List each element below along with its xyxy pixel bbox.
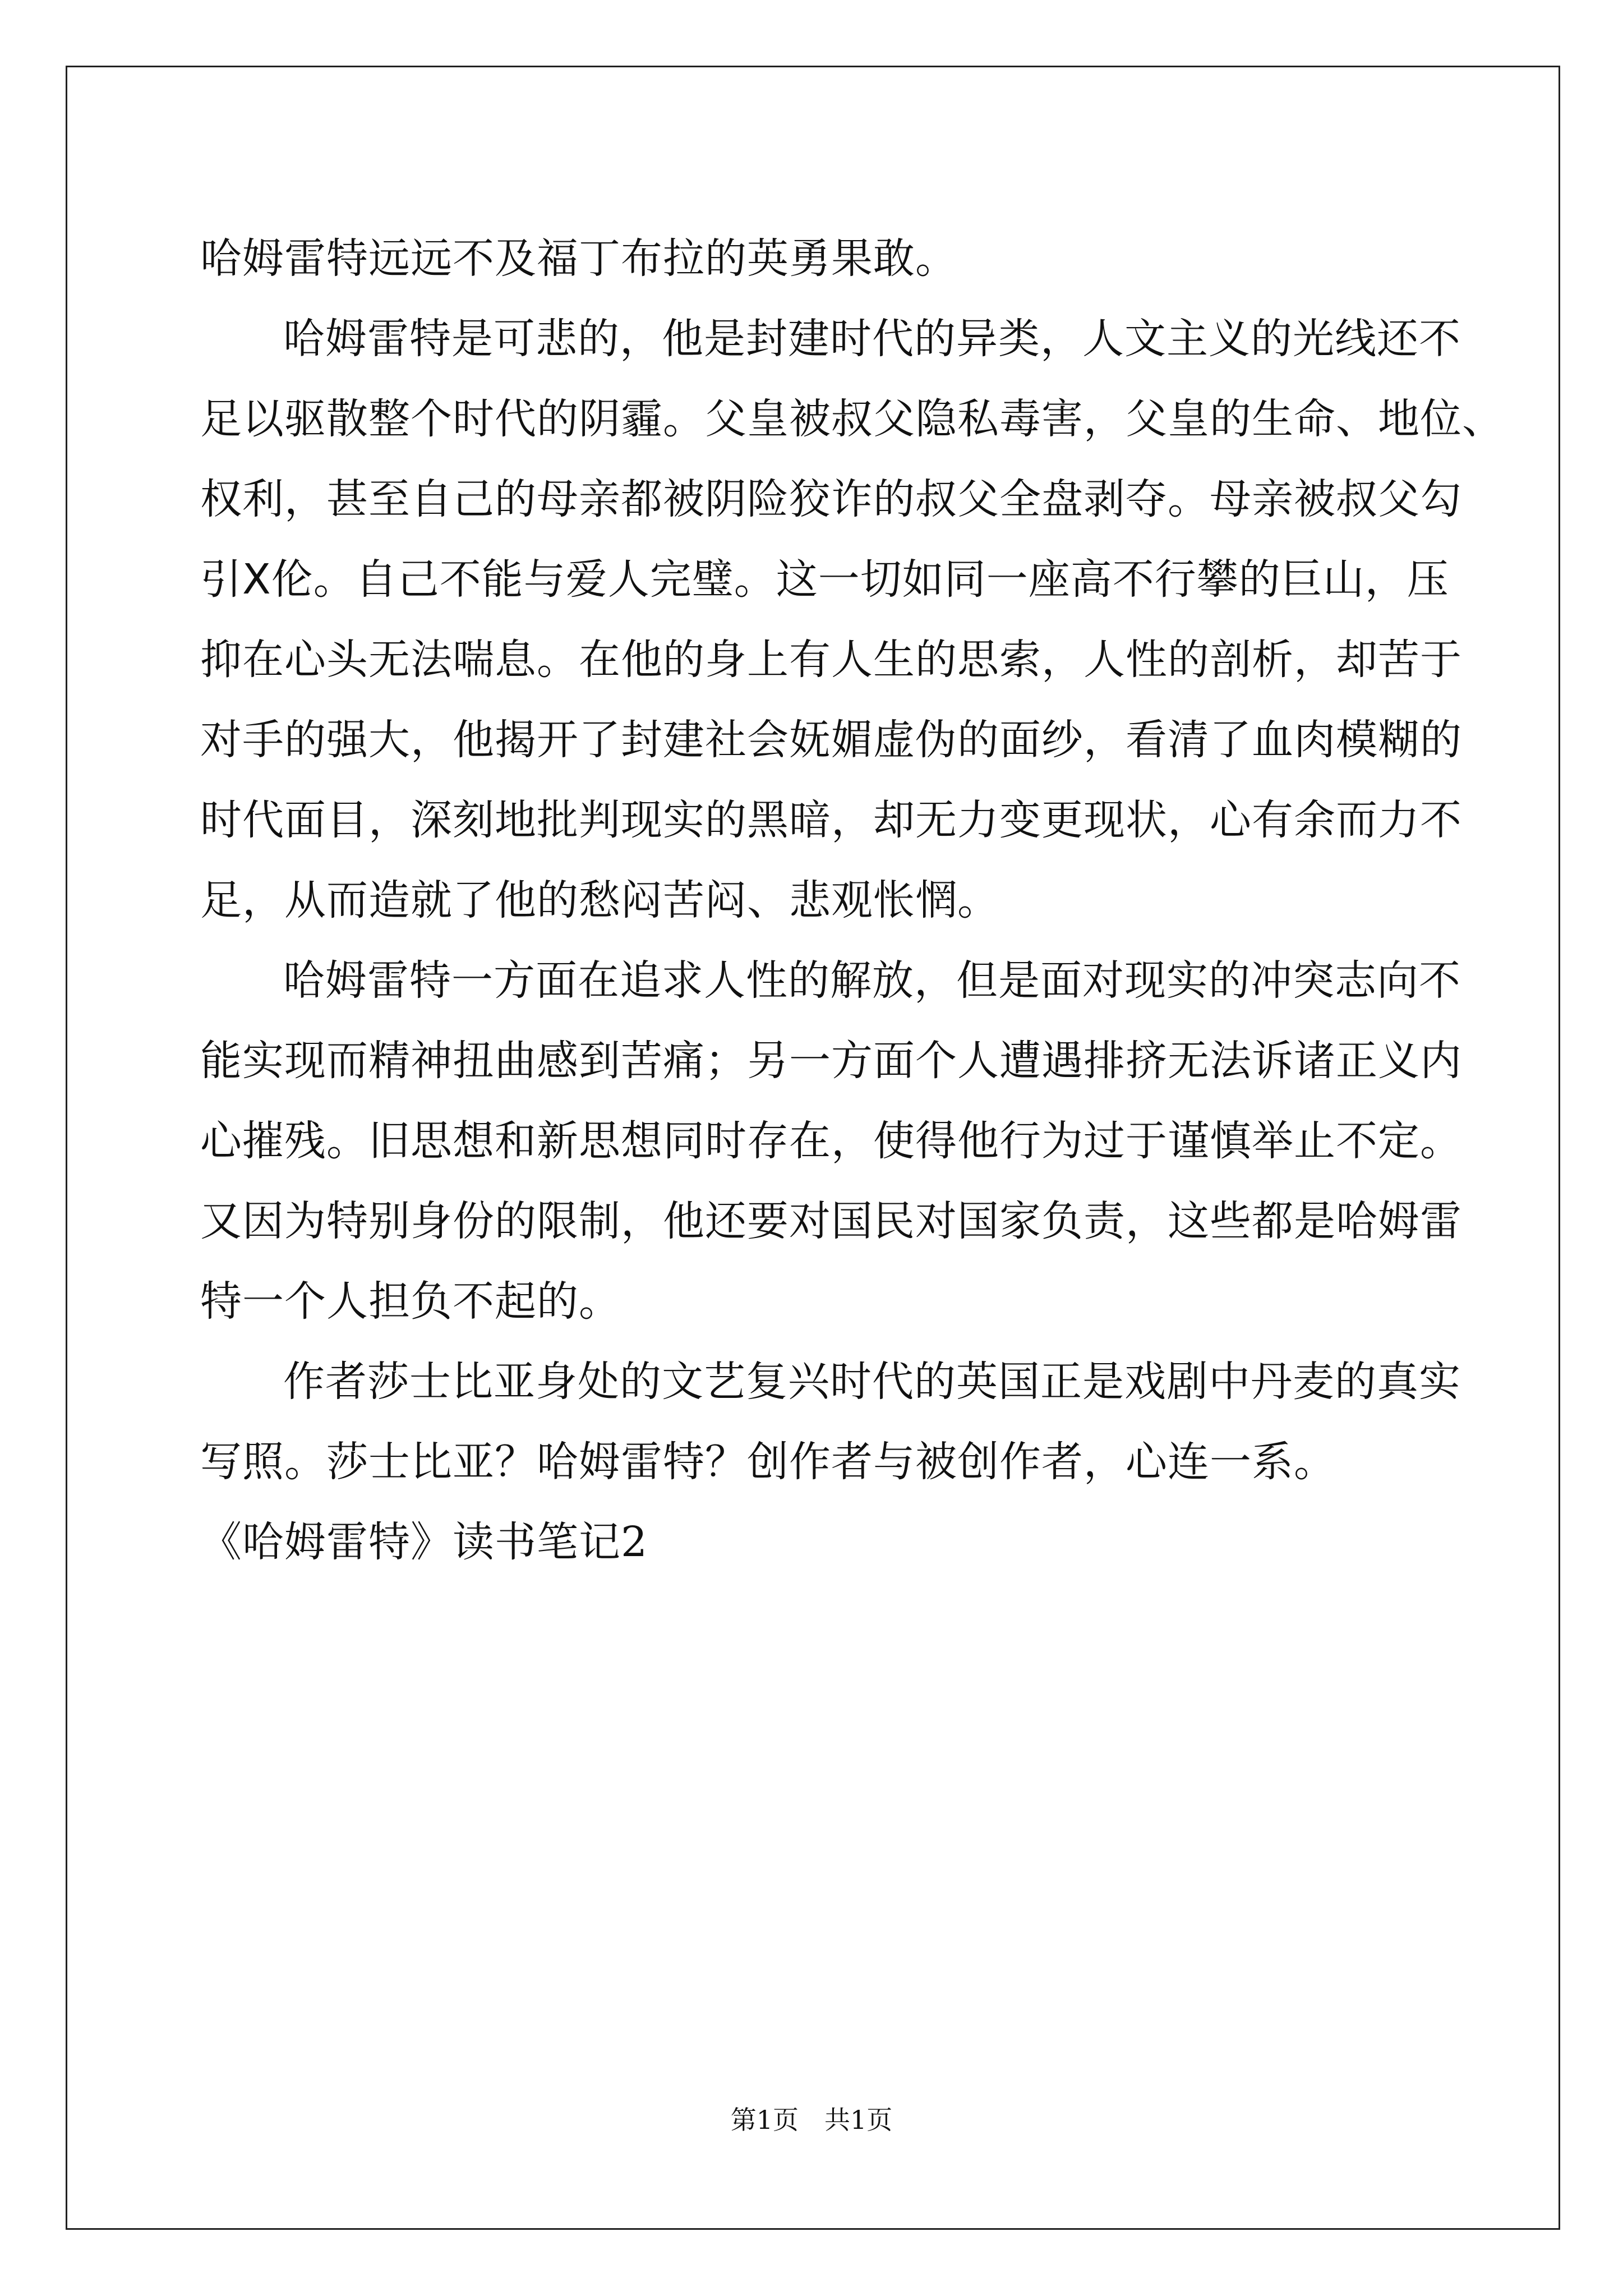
text-line: 对手的强大，他揭开了封建社会妩媚虚伪的面纱，看清了血肉模糊的: [200, 716, 1462, 764]
text-line: 抑在心头无法喘息。在他的身上有人生的思索，人性的剖析，却苦于: [200, 636, 1462, 684]
text-line: 心摧残。旧思想和新思想同时存在，使得他行为过于谨慎举止不定。: [200, 1117, 1462, 1165]
text-line: 能实现而精神扭曲感到苦痛；另一方面个人遭遇排挤无法诉诸正义内: [200, 1037, 1462, 1085]
text-line: 作者莎士比亚身处的文艺复兴时代的英国正是戏剧中丹麦的真实: [283, 1358, 1461, 1406]
text-line: 时代面目，深刻地批判现实的黑暗，却无力变更现状，心有余而力不: [200, 796, 1462, 844]
page-number: 第1页 共1页: [730, 2105, 893, 2135]
text-line: 哈姆雷特远远不及福丁布拉的英勇果敢。: [200, 234, 957, 283]
text-line: 权利，甚至自己的母亲都被阴险狡诈的叔父全盘剥夺。母亲被叔父勾: [200, 475, 1462, 523]
text-line: 足以驱散整个时代的阴霾。父皇被叔父隐私毒害，父皇的生命、地位、: [200, 395, 1504, 443]
document-body: [200, 219, 1504, 1582]
text-line: 写照。莎士比亚？哈姆雷特？创作者与被创作者，心连一系。: [200, 1438, 1336, 1486]
text-line: 又因为特别身份的限制，他还要对国民对国家负责，这些都是哈姆雷: [200, 1197, 1462, 1245]
text-line: 特一个人担负不起的。: [200, 1277, 621, 1326]
section-heading: 《哈姆雷特》读书笔记2: [200, 1518, 648, 1566]
text-line: 引X伦。自己不能与爱人完璧。这一切如同一座高不行攀的巨山，压: [200, 555, 1449, 604]
text-line: 哈姆雷特是可悲的，他是封建时代的异类，人文主义的光线还不: [283, 315, 1461, 363]
text-line: 足，从而造就了他的愁闷苦闷、悲观怅惘。: [200, 876, 999, 924]
text-line: 哈姆雷特一方面在追求人性的解放，但是面对现实的冲突志向不: [283, 956, 1461, 1005]
